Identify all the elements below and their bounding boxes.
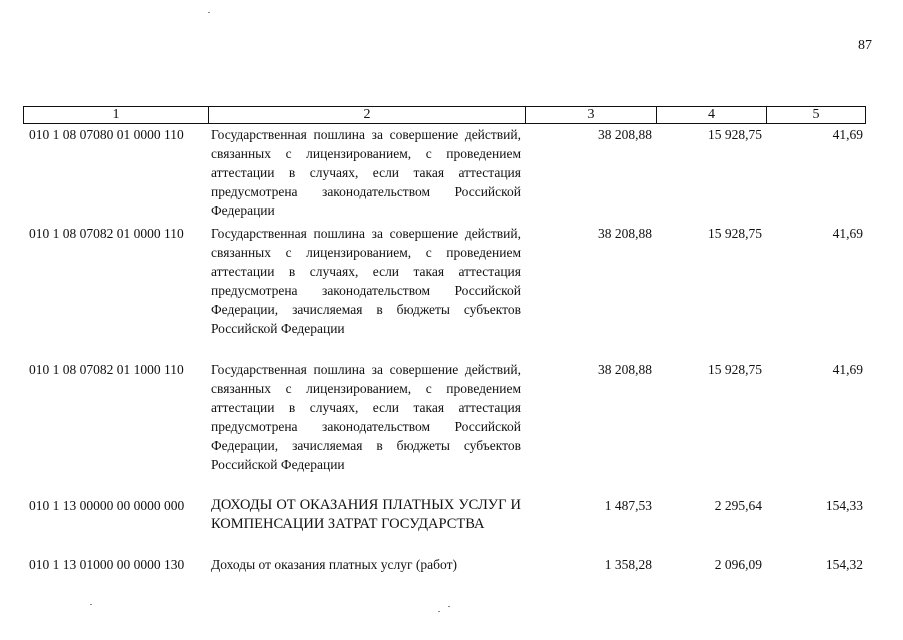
row-value-col4: 15 928,75: [708, 362, 762, 377]
scan-speck: [208, 12, 210, 13]
scan-speck: [438, 611, 440, 612]
row-value-col5: 41,69: [832, 127, 863, 142]
page-number: 87: [858, 38, 872, 53]
row-code: 010 1 13 01000 00 0000 130: [29, 557, 185, 572]
row-description: Государственная пошлина за совершение действий, связанных с лицензированием, с проведением аттестации в случаях, если такая аттестация предусмотрена законодательством Российской Федерации, зачисляемая в бюджеты субъектов Российской Федерации: [211, 226, 521, 336]
row-description: Государственная пошлина за совершение действий, связанных с лицензированием, с проведением аттестации в случаях, если такая аттестация предусмотрена законодательством Российской Федерации: [211, 127, 521, 218]
row-description: Доходы от оказания платных услуг (работ): [211, 557, 457, 572]
table-header: [23, 106, 866, 124]
row-value-col4: 2 096,09: [714, 557, 762, 572]
row-code: 010 1 08 07082 01 0000 110: [29, 226, 184, 241]
column-header-1: 1: [24, 107, 209, 123]
row-code: 010 1 08 07082 01 1000 110: [29, 362, 184, 377]
row-value-col3: 38 208,88: [598, 226, 652, 241]
row-value-col4: 15 928,75: [708, 226, 762, 241]
row-description: ДОХОДЫ ОТ ОКАЗАНИЯ ПЛАТНЫХ УСЛУГ И КОМПЕНСАЦИИ ЗАТРАТ ГОСУДАРСТВА: [211, 497, 521, 532]
row-value-col5: 41,69: [832, 362, 863, 377]
row-code: 010 1 13 00000 00 0000 000: [29, 498, 185, 513]
row-value-col4: 2 295,64: [714, 498, 762, 513]
scan-speck: [448, 606, 450, 607]
column-header-5: 5: [812, 107, 820, 122]
scan-speck: [90, 604, 92, 605]
row-value-col5: 154,32: [825, 557, 863, 572]
column-header-2: 2: [209, 107, 526, 123]
column-header-4: 4: [657, 107, 767, 123]
row-value-col3: 1 487,53: [604, 498, 652, 513]
row-value-col5: 41,69: [832, 226, 863, 241]
row-value-col3: 38 208,88: [598, 127, 652, 142]
row-value-col5: 154,33: [825, 498, 863, 513]
row-value-col3: 38 208,88: [598, 362, 652, 377]
row-value-col3: 1 358,28: [604, 557, 652, 572]
row-value-col4: 15 928,75: [708, 127, 762, 142]
column-header-3: 3: [526, 107, 657, 123]
row-description: Государственная пошлина за совершение действий, связанных с лицензированием, с проведением аттестации в случаях, если такая аттестация предусмотрена законодательством Российской Федерации, зачисляемая в бюджеты субъектов Российской Федерации: [211, 362, 521, 472]
row-code: 010 1 08 07080 01 0000 110: [29, 127, 184, 142]
